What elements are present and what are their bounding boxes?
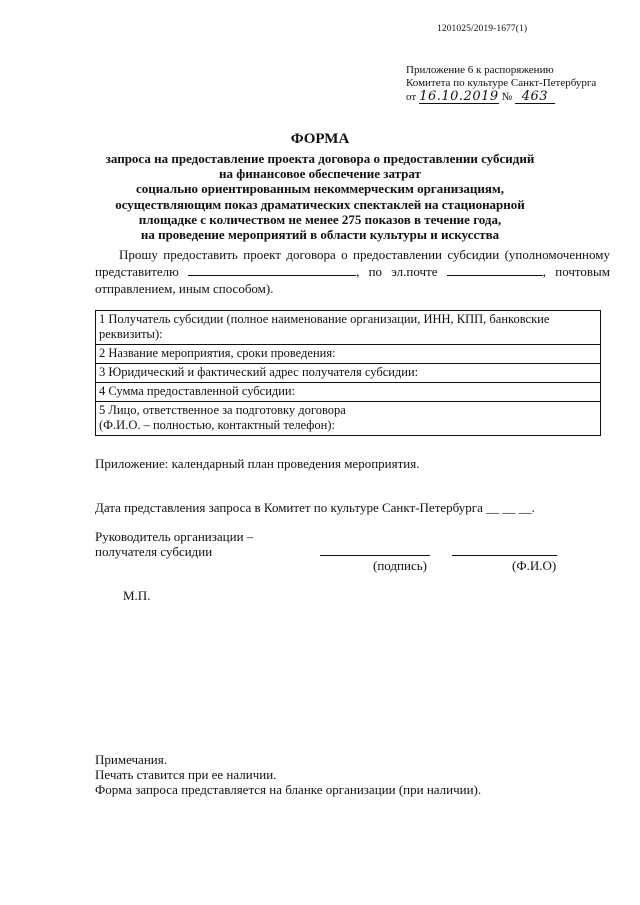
notes-title: Примечания. xyxy=(95,752,167,767)
request-text-part-3: , почтовым отправлением, иным способом). xyxy=(95,264,611,296)
name-label: (Ф.И.О) xyxy=(512,558,557,573)
head-signature-block xyxy=(95,529,253,559)
table-row xyxy=(96,345,601,364)
field-address[interactable]: 3 Юридический и фактический адрес получателя субсидии: xyxy=(96,364,601,383)
appendix-line-1: Приложение 6 к распоряжению xyxy=(406,64,554,76)
attachment-line: Приложение: календарный план проведения мероприятия. xyxy=(95,456,420,471)
signature-line[interactable] xyxy=(320,555,430,556)
form-title-block xyxy=(60,131,580,242)
field-responsible-person[interactable] xyxy=(96,402,601,436)
form-title: ФОРМА xyxy=(290,131,350,147)
table-row xyxy=(96,402,601,436)
field-responsible-line-2: (Ф.И.О. – полностью, контактный телефон): xyxy=(99,418,335,432)
document-id: 1201025/2019-1677(1) xyxy=(437,24,528,34)
field-subsidy-amount[interactable]: 4 Сумма предоставленной субсидии: xyxy=(96,383,601,402)
submission-date-line: Дата представления запроса в Комитет по культуре Санкт-Петербурга __ __ __. xyxy=(95,500,535,515)
form-subtitle-line-6: на проведение мероприятий в области культуры и искусства xyxy=(140,227,500,243)
appendix-number-label: № xyxy=(501,91,513,103)
appendix-line-2: Комитета по культуре Санкт-Петербурга xyxy=(406,77,597,89)
appendix-date-number-line xyxy=(406,90,596,104)
stamp-place-label: М.П. xyxy=(123,588,151,603)
notes-line-1: Печать ставится при ее наличии. xyxy=(95,767,277,782)
request-text-part-2: , по эл.почте xyxy=(356,264,438,279)
appendix-block xyxy=(406,64,596,104)
request-text-part-1: Прошу предоставить проект договора о предоставлении субсидии (уполномоченному представителю xyxy=(95,247,610,279)
appendix-number-handwritten: 463 xyxy=(515,90,555,104)
head-line-2: получателя субсидии xyxy=(95,544,213,559)
form-subtitle-line-3: социально ориентированным некоммерческим организациям, xyxy=(135,181,505,197)
name-line[interactable] xyxy=(452,555,557,556)
notes-block xyxy=(95,752,481,797)
representative-blank[interactable] xyxy=(188,264,356,276)
table-row xyxy=(96,311,601,345)
email-blank[interactable] xyxy=(447,264,543,276)
head-line-1: Руководитель организации – xyxy=(95,529,254,544)
form-subtitle-line-2: на финансовое обеспечение затрат xyxy=(219,166,421,182)
notes-line-2: Форма запроса представляется на бланке организации (при наличии). xyxy=(95,782,482,797)
form-subtitle-line-4: осуществляющим показ драматических спектаклей на стационарной xyxy=(115,196,525,212)
field-recipient[interactable]: 1 Получатель субсидии (полное наименование организации, ИНН, КПП, банковские реквизиты): xyxy=(96,311,601,345)
appendix-from-label: от xyxy=(406,91,417,103)
table-row xyxy=(96,364,601,383)
table-row xyxy=(96,383,601,402)
field-responsible-line-1: 5 Лицо, ответственное за подготовку договора xyxy=(99,403,346,417)
form-subtitle-line-5: площадке с количеством не менее 275 показов в течение года, xyxy=(138,211,502,227)
signature-label: (подпись) xyxy=(373,558,427,573)
request-paragraph xyxy=(95,246,610,297)
appendix-date-handwritten: 16.10.2019 xyxy=(419,89,499,104)
field-event-name[interactable]: 2 Название мероприятия, сроки проведения: xyxy=(96,345,601,364)
request-fields-table xyxy=(95,310,601,436)
form-subtitle-line-1: запроса на предоставление проекта договора о предоставлении субсидий xyxy=(105,151,535,166)
